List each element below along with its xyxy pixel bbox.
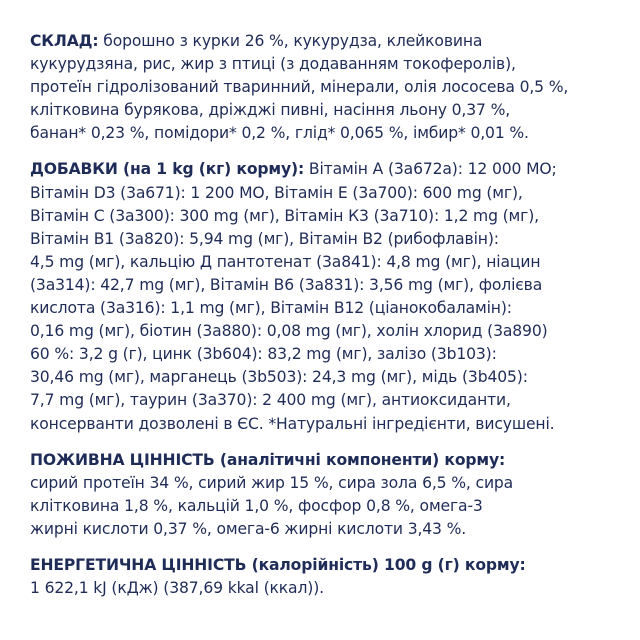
nutrition-section: [30, 449, 615, 541]
energy-heading: ЕНЕРГЕТИЧНА ЦІННІСТЬ (калорійність) 100 g (г) корму:: [30, 555, 526, 574]
composition-line-1: [30, 30, 615, 53]
additives-text: Вітамін А (3а672а): 12 000 МО;: [304, 160, 557, 179]
additives-line-11: 7,7 mg (мг), таурин (3а370): 2 400 mg (мг), антиоксиданти,: [30, 391, 511, 410]
additives-line-1: [30, 158, 615, 181]
label-text-document: [30, 30, 615, 600]
additives-line-10: 30,46 mg (мг), марганець (3b503): 24,3 mg (мг), мідь (3b405):: [30, 368, 528, 387]
additives-line-8: 0,16 mg (мг), біотин (3а880): 0,08 mg (мг), холін хлорид (3а890): [30, 322, 548, 341]
composition-line-5: банан* 0,23 %, помідори* 0,2 %, глід* 0,065 %, імбир* 0,01 %.: [30, 124, 529, 143]
composition-heading: СКЛАД:: [30, 32, 99, 50]
additives-line-3: Вітамін С (3а300): 300 mg (мг), Вітамін К3 (3а710): 1,2 mg (мг),: [30, 206, 539, 225]
energy-line-1: 1 622,1 kJ (кДж) (387,69 kkal (ккал)).: [30, 579, 324, 598]
nutrition-heading: ПОЖИВНА ЦІННІСТЬ (аналітичні компоненти) корму:: [30, 450, 506, 469]
composition-line-2: кукурудзяна, рис, жир з птиці (з додаванням токоферолів),: [30, 55, 516, 74]
nutrition-line-2: клітковина 1,8 %, кальцій 1,0 %, фосфор 0,8 %, омега-3: [30, 496, 483, 515]
additives-line-2: Вітамін D3 (3а671): 1 200 МО, Вітамін Е (3а700): 600 mg (мг),: [30, 183, 523, 202]
composition-text: борошно з курки 26 %, кукурудза, клейковина: [98, 32, 483, 50]
additives-heading: ДОБАВКИ (на 1 kg (кг) корму):: [30, 160, 305, 179]
additives-line-7: кислота (3а316): 1,1 mg (мг), Вітамін В12 (ціанокобаламін):: [30, 299, 512, 318]
nutrition-line-1: сирий протеїн 34 %, сирий жир 15 %, сира зола 6,5 %, сира: [30, 473, 514, 492]
additives-line-5: 4,5 mg (мг), кальцію Д пантотенат (3а841): 4,8 mg (мг), ніацин: [30, 252, 541, 271]
additives-line-12: консерванти дозволені в ЄС. *Натуральні інгредієнти, висушені.: [30, 414, 555, 433]
additives-line-9: 60 %: 3,2 g (г), цинк (3b604): 83,2 mg (мг), залізо (3b103):: [30, 345, 497, 364]
additives-line-4: Вітамін В1 (3а820): 5,94 mg (мг), Вітамін В2 (рибофлавін):: [30, 229, 499, 248]
additives-section: [30, 158, 615, 435]
composition-section: [30, 30, 615, 145]
composition-line-3: протеїн гідролізований тваринний, мінерали, олія лососева 0,5 %,: [30, 78, 569, 97]
energy-section: [30, 554, 615, 600]
additives-line-6: (3а314): 42,7 mg (мг), Вітамін В6 (3а831): 3,56 mg (мг), фолієва: [30, 275, 543, 294]
nutrition-line-3: жирні кислоти 0,37 %, омега-6 жирні кислоти 3,43 %.: [30, 519, 467, 538]
composition-line-4: клітковина бурякова, дріжджі пивні, насіння льону 0,37 %,: [30, 101, 511, 120]
